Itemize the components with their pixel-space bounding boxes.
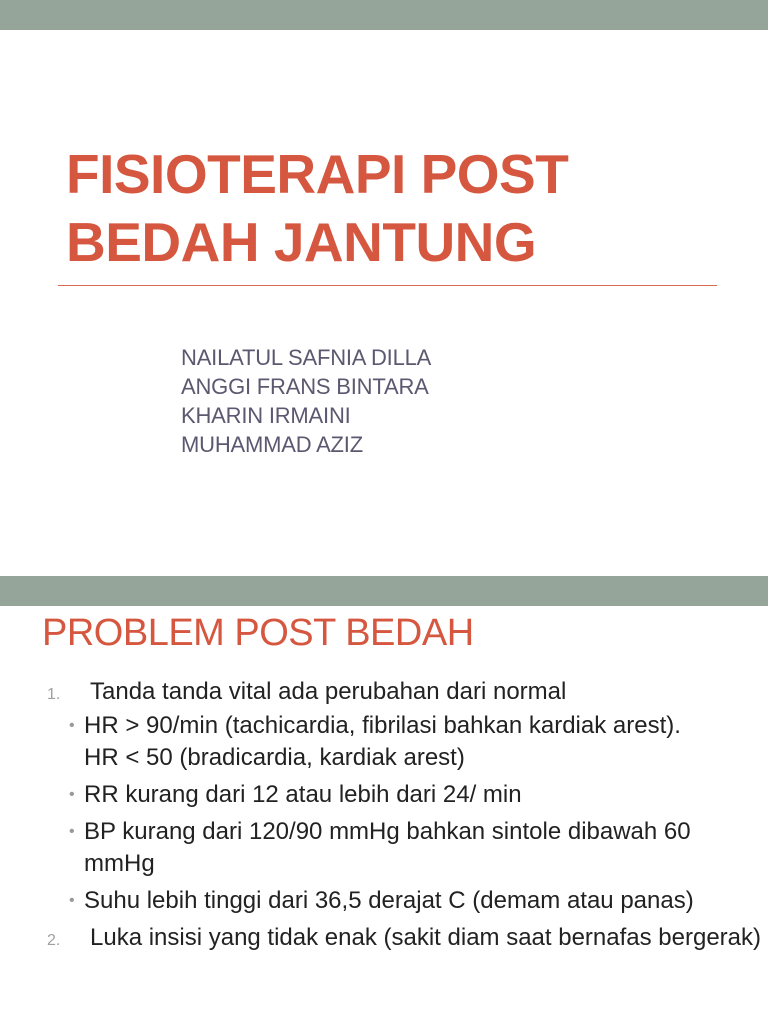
author-name: NAILATUL SAFNIA DILLA	[181, 345, 432, 370]
bullet-item	[0, 779, 768, 811]
numbered-item-1	[0, 676, 768, 708]
bullet-text: RR kurang dari 12 atau lebih dari 24/ min	[84, 781, 522, 808]
slide-body	[0, 676, 768, 954]
bullet-text: Suhu lebih tinggi dari 36,5 derajat C (demam atau panas)	[84, 887, 694, 914]
top-color-band	[0, 0, 768, 30]
slide-title	[66, 140, 726, 276]
bullet-item	[0, 710, 768, 774]
item-number: 1.	[47, 686, 61, 703]
author-name: ANGGI FRANS BINTARA	[181, 374, 429, 399]
item-text: Luka insisi yang tidak enak (sakit diam saat bernafas bergerak)	[90, 924, 762, 951]
author-name: KHARIN IRMAINI	[181, 403, 351, 428]
top-color-band	[0, 576, 768, 606]
bullet-item	[0, 816, 768, 880]
author-list	[181, 343, 431, 459]
bullet-text: HR > 90/min (tachicardia, fibrilasi bahkan kardiak arest). HR < 50 (bradicardia, kardiak arest)	[84, 712, 681, 771]
bullet-text: BP kurang dari 120/90 mmHg bahkan sintole dibawah 60 mmHg	[84, 818, 691, 877]
numbered-item-2	[0, 922, 768, 954]
bullet-icon: •	[69, 786, 75, 803]
title-line-1: FISIOTERAPI POST	[66, 143, 569, 205]
title-divider	[58, 285, 717, 286]
item-text: Tanda tanda vital ada perubahan dari normal	[90, 678, 567, 705]
author-name: MUHAMMAD AZIZ	[181, 432, 363, 457]
slide-heading: PROBLEM POST BEDAH	[42, 612, 474, 654]
bullet-item	[0, 885, 768, 917]
title-line-2: BEDAH JANTUNG	[66, 211, 537, 273]
bullet-icon: •	[69, 717, 75, 734]
bullet-icon: •	[69, 823, 75, 840]
bullet-list	[0, 710, 768, 917]
bullet-icon: •	[69, 892, 75, 909]
content-slide	[0, 576, 768, 1024]
item-number: 2.	[47, 932, 61, 949]
